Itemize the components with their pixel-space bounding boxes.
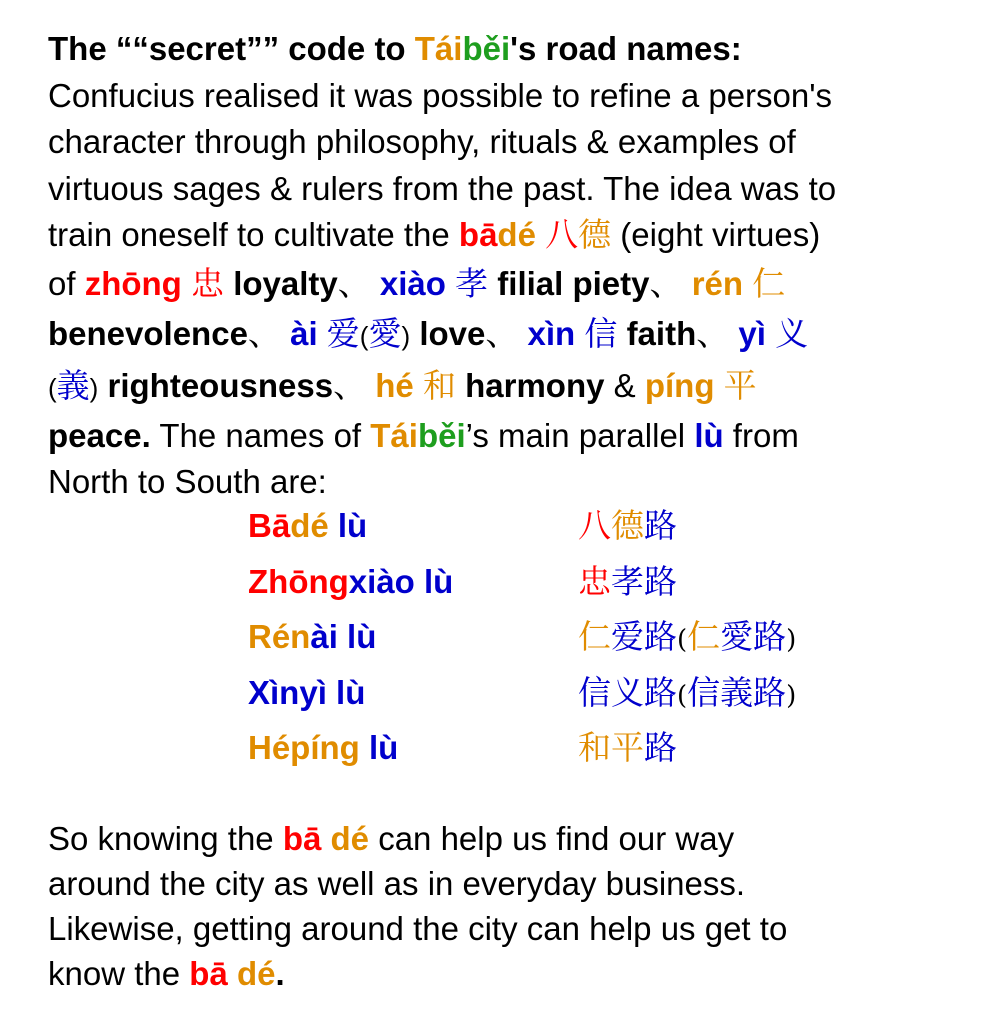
ampersand: & [613,366,636,404]
heading-suffix: 's road names: [510,30,742,67]
closing-line-1: So knowing the bā dé can help us find our way [48,820,735,857]
closing-ba: bā [282,820,322,857]
intro-line-4-suffix: (eight virtues) [611,216,821,253]
bade-char-de: 德 [578,215,612,254]
road-xinyi-chars: 信义路(信義路) [578,672,797,712]
road-zhongxiao-pinyin: Zhōngxiào lù [248,562,454,600]
yi-trad-char: 義 [56,365,90,405]
heading-tai: Tái [414,30,463,67]
parallel-tai: Tái [370,416,418,454]
paren-close: ) [89,372,99,403]
bade-de: dé [497,216,536,253]
ping-pinyin: píng [644,366,715,404]
paren-close: ) [401,320,411,351]
xiao-meaning: filial piety [497,264,650,302]
paren-open: ( [359,320,369,351]
zhong-char: 忠 [191,263,225,303]
ai-trad-char: 愛 [368,313,402,353]
closing-line-4: know the bā dé. [48,955,285,992]
xin-meaning: faith [626,314,697,352]
paren-open: ( [48,372,57,403]
heading [48,26,988,73]
bade-ba: bā [458,216,498,253]
closing-line-2: around the city as well as in everyday business. [48,865,746,902]
road-renai-chars: 仁爱路(仁愛路) [578,617,797,656]
closing-paragraph [48,816,988,996]
closing-ba-2: bā [189,955,228,992]
closing-de: dé [330,820,370,857]
zhong-meaning: loyalty [233,264,338,302]
parallel-line-2: North to South are: [48,463,327,500]
road-xinyi-pinyin: Xìnyì lù [248,673,366,711]
separator: 、 [485,314,519,352]
ping-char: 平 [723,365,757,405]
xin-pinyin: xìn [527,314,576,352]
of-text: of [48,264,85,302]
he-pinyin: hé [375,366,414,404]
ren-char: 仁 [752,263,786,303]
ren-meaning: benevolence [48,314,248,352]
parallel-text-3: from [723,416,799,454]
heading-bei: běi [462,30,511,67]
intro-line-3: virtuous sages & rulers from the past. The idea was to [48,169,837,207]
road-zhongxiao-chars: 忠孝路 [578,561,677,601]
intro-line-4 [48,212,988,259]
parallel-line-1 [48,413,988,460]
ai-char: 爱 [326,313,360,353]
ren-pinyin: rén [691,264,744,302]
xiao-char: 孝 [455,263,489,303]
intro-line-1: Confucius realised it was possible to refine a person's [48,76,833,114]
road-bade-pinyin: Bādé lù [248,507,368,544]
separator: 、 [649,264,683,302]
road-bade-chars: 八德路 [578,506,677,545]
bade-char-ba: 八 [545,215,579,254]
yi-pinyin: yì [738,314,766,352]
yi-meaning: righteousness [107,366,334,404]
road-heping-pinyin: Hépíng lù [248,729,399,766]
closing-period: . [275,955,285,992]
separator: 、 [337,264,371,302]
he-char: 和 [422,365,456,405]
parallel-text: The names of [150,416,371,454]
virtues-line-1 [48,259,988,309]
parallel-text-2: ’s main parallel [465,416,695,454]
he-meaning: harmony [465,366,605,404]
intro-line-4-text: train oneself to cultivate the [48,216,459,253]
closing-de-2: dé [236,955,276,992]
intro-line-2: character through philosophy, rituals & examples of [48,123,796,160]
zhong-pinyin: zhōng [84,264,182,302]
road-heping-chars: 和平路 [578,728,677,767]
ping-meaning: peace. [48,416,151,454]
xin-char: 信 [584,313,618,353]
xiao-pinyin: xiào [379,264,446,302]
heading-text: The ““secret”” code to [48,30,415,67]
yi-char: 义 [775,313,809,353]
separator: 、 [696,314,730,352]
ai-pinyin: ài [290,314,318,352]
separator: 、 [333,366,367,404]
ai-meaning: love [419,314,486,352]
closing-line-3: Likewise, getting around the city can help us get to [48,910,788,947]
article-body [48,26,988,506]
parallel-lu: lù [694,416,724,454]
virtues-line-3 [48,361,988,413]
virtues-line-2 [48,309,988,361]
parallel-bei: běi [417,416,466,454]
separator: 、 [247,314,281,352]
road-renai-pinyin: Rénài lù [248,618,377,655]
